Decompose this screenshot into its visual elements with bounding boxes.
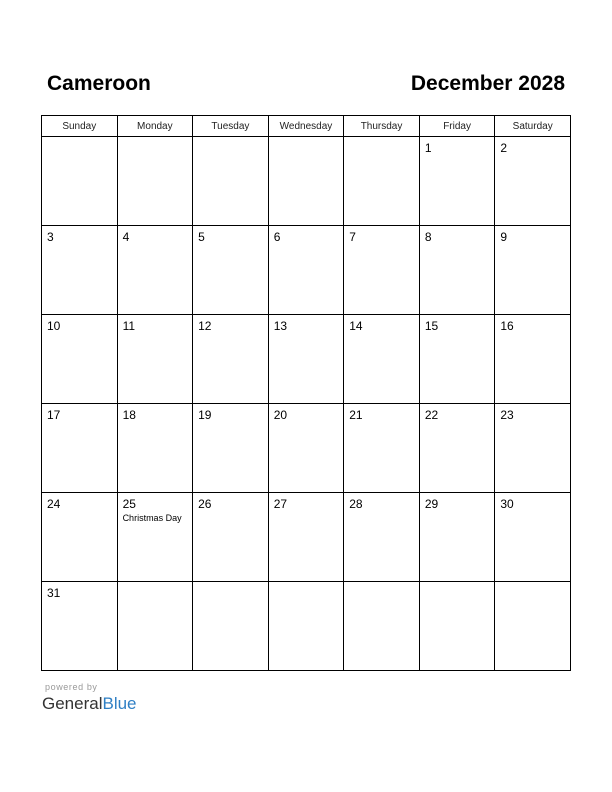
day-number: 24 <box>47 497 61 511</box>
day-number: 19 <box>198 408 212 422</box>
weekday-thursday: Thursday <box>344 116 420 137</box>
week-row <box>42 315 571 404</box>
weekday-sunday: Sunday <box>42 116 118 137</box>
day-number: 18 <box>122 408 136 422</box>
brand-blue: Blue <box>102 694 137 713</box>
calendar-grid <box>41 115 571 671</box>
day-number: 4 <box>122 230 130 244</box>
day-cell <box>268 582 344 671</box>
day-number: 3 <box>47 230 54 244</box>
country-title: Cameroon <box>47 72 151 95</box>
day-number: 31 <box>47 586 61 600</box>
weekday-saturday: Saturday <box>495 116 571 137</box>
day-number: 29 <box>424 497 439 511</box>
day-cell <box>193 582 269 671</box>
holiday-event: Christmas Day <box>122 513 182 523</box>
day-cell <box>419 582 495 671</box>
day-cell <box>117 226 193 315</box>
day-cell <box>495 404 571 493</box>
day-number: 22 <box>424 408 439 422</box>
day-number: 30 <box>500 497 514 511</box>
day-cell <box>193 315 269 404</box>
day-number: 11 <box>122 319 136 333</box>
week-row <box>42 493 571 582</box>
day-cell <box>42 137 118 226</box>
day-cell <box>419 226 495 315</box>
day-cell <box>419 315 495 404</box>
day-number: 7 <box>349 230 356 244</box>
weekday-header-row <box>42 116 571 137</box>
day-cell <box>42 404 118 493</box>
week-row <box>42 582 571 671</box>
powered-by-text: powered by <box>45 682 98 692</box>
day-number: 26 <box>198 497 212 511</box>
day-number: 9 <box>500 230 508 244</box>
day-cell <box>42 315 118 404</box>
day-cell <box>419 137 495 226</box>
day-cell <box>344 582 420 671</box>
day-cell <box>193 226 269 315</box>
day-cell <box>495 493 571 582</box>
day-cell <box>117 493 193 582</box>
day-cell <box>268 404 344 493</box>
day-number: 1 <box>424 141 432 155</box>
day-cell <box>419 404 495 493</box>
day-cell <box>193 137 269 226</box>
day-cell <box>344 226 420 315</box>
day-cell <box>344 137 420 226</box>
day-number: 14 <box>349 319 363 333</box>
day-cell <box>344 315 420 404</box>
day-number: 20 <box>273 408 288 422</box>
day-number: 2 <box>500 141 508 155</box>
day-number: 17 <box>47 408 61 422</box>
week-row <box>42 137 571 226</box>
day-number: 16 <box>500 319 514 333</box>
day-number: 12 <box>198 319 212 333</box>
day-number: 15 <box>424 319 439 333</box>
day-cell <box>117 137 193 226</box>
day-number: 6 <box>273 230 281 244</box>
day-number: 8 <box>424 230 432 244</box>
day-cell <box>193 404 269 493</box>
day-cell <box>117 315 193 404</box>
day-number: 25 <box>122 497 136 511</box>
day-number: 23 <box>500 408 514 422</box>
day-cell <box>419 493 495 582</box>
day-cell <box>495 582 571 671</box>
day-cell <box>344 493 420 582</box>
day-cell <box>495 137 571 226</box>
day-cell <box>495 226 571 315</box>
day-cell <box>495 315 571 404</box>
day-cell <box>268 226 344 315</box>
day-cell <box>193 493 269 582</box>
day-cell <box>344 404 420 493</box>
weekday-tuesday: Tuesday <box>193 116 269 137</box>
day-cell <box>42 493 118 582</box>
day-number: 5 <box>198 230 205 244</box>
day-number: 13 <box>273 319 288 333</box>
day-cell <box>268 493 344 582</box>
weekday-friday: Friday <box>419 116 495 137</box>
day-number: 21 <box>349 408 363 422</box>
week-row <box>42 404 571 493</box>
day-cell <box>42 582 118 671</box>
brand-general: General <box>42 694 103 713</box>
day-cell <box>117 404 193 493</box>
month-year-title: December 2028 <box>410 72 565 95</box>
day-cell <box>268 137 344 226</box>
day-number: 27 <box>273 497 288 511</box>
weekday-wednesday: Wednesday <box>268 116 344 137</box>
generalblue-logo[interactable] <box>42 694 137 714</box>
day-cell <box>117 582 193 671</box>
week-row <box>42 226 571 315</box>
day-number: 10 <box>47 319 61 333</box>
weekday-monday: Monday <box>117 116 193 137</box>
day-cell <box>42 226 118 315</box>
day-number: 28 <box>349 497 363 511</box>
day-cell <box>268 315 344 404</box>
